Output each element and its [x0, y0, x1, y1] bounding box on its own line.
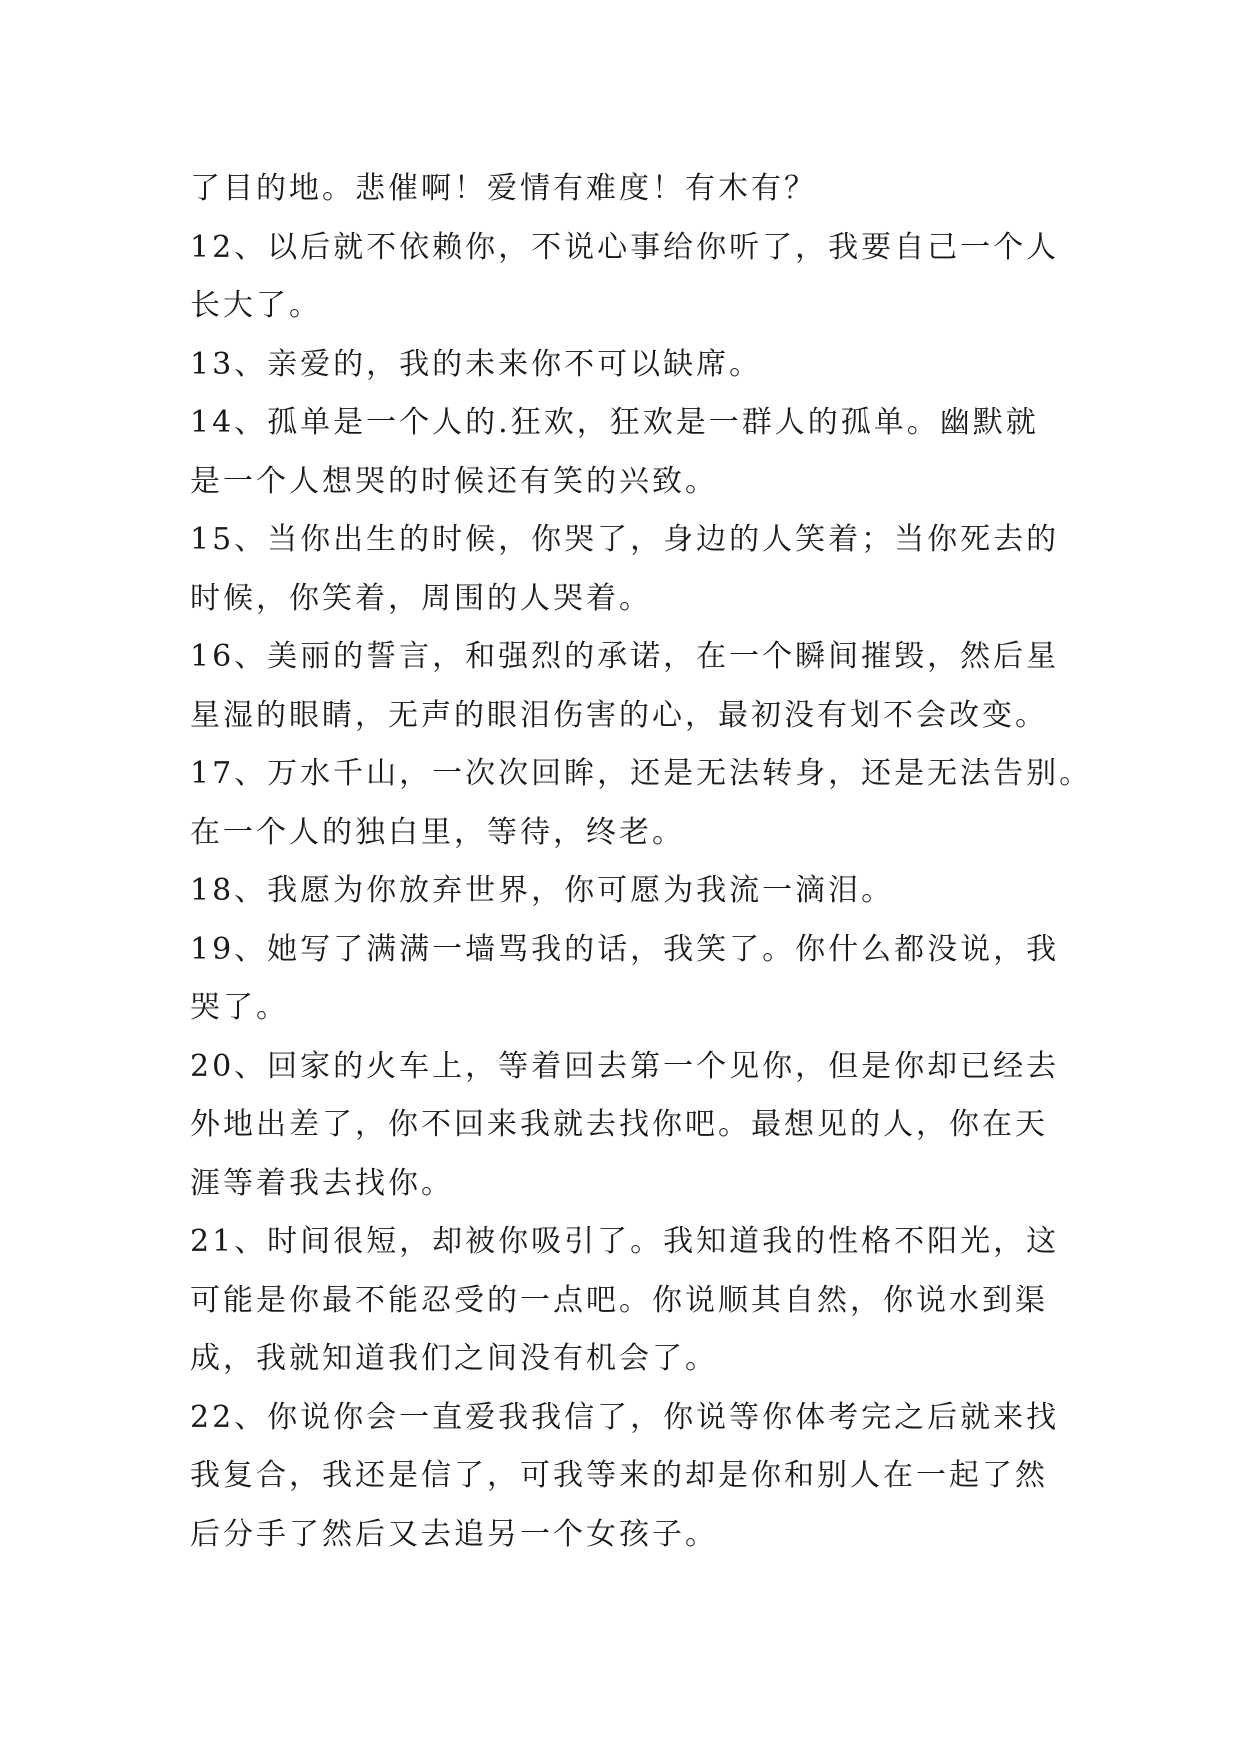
paragraph-continued: [190, 160, 1090, 219]
text-line: 14、孤单是一个人的.狂欢，狂欢是一群人的孤单。幽默就: [190, 405, 1039, 440]
text-line: 长大了。: [190, 288, 322, 323]
text-line: 在一个人的独白里，等待，终老。: [190, 814, 685, 850]
text-line: 成，我就知道我们之间没有机会了。: [190, 1341, 718, 1376]
paragraph-20: [190, 1038, 1090, 1214]
text-line: 星湿的眼睛，无声的眼泪伤害的心，最初没有划不会改变。: [190, 697, 1048, 733]
text-line: 22、你说你会一直爱我我信了，你说等你体考完之后就来找: [190, 1399, 1060, 1435]
text-line: 12、以后就不依赖你，不说心事给你听了，我要自己一个人: [190, 229, 1060, 265]
paragraph-12: [190, 219, 1090, 336]
paragraph-17: [190, 745, 1093, 862]
paragraph-18: [190, 862, 1090, 921]
paragraph-14: [190, 394, 1090, 511]
document-body: [190, 160, 1093, 1564]
text-line: 时候，你笑着，周围的人哭着。: [190, 580, 652, 616]
text-line: 15、当你出生的时候，你哭了，身边的人笑着；当你死去的: [190, 522, 1060, 557]
text-line: 了目的地。悲催啊！爱情有难度！有木有？: [190, 171, 817, 206]
text-line: 后分手了然后又去追另一个女孩子。: [190, 1516, 718, 1552]
text-line: 18、我愿为你放弃世界，你可愿为我流一滴泪。: [190, 873, 895, 908]
paragraph-19: [190, 921, 1090, 1038]
text-line: 是一个人想哭的时候还有笑的兴致。: [190, 463, 718, 499]
text-line: 外地出差了，你不回来我就去找你吧。最想见的人，你在天: [190, 1107, 1048, 1142]
paragraph-13: [190, 336, 1090, 395]
text-line: 21、时间很短，却被你吸引了。我知道我的性格不阳光，这: [190, 1224, 1060, 1259]
paragraph-16: [190, 628, 1090, 745]
text-line: 我复合，我还是信了，可我等来的却是你和别人在一起了然: [190, 1458, 1048, 1493]
text-line: 涯等着我去找你。: [190, 1165, 454, 1201]
text-line: 20、回家的火车上，等着回去第一个见你，但是你却已经去: [190, 1048, 1060, 1084]
text-line: 19、她写了满满一墙骂我的话，我笑了。你什么都没说，我: [190, 931, 1060, 967]
paragraph-21: [190, 1213, 1090, 1389]
text-line: 16、美丽的誓言，和强烈的承诺，在一个瞬间摧毁，然后星: [190, 639, 1060, 674]
text-line: 13、亲爱的，我的未来你不可以缺席。: [190, 346, 763, 382]
paragraph-22: [190, 1389, 1090, 1565]
text-line: 可能是你最不能忍受的一点吧。你说顺其自然，你说水到渠: [190, 1282, 1048, 1318]
paragraph-15: [190, 511, 1090, 628]
text-line: 哭了。: [190, 990, 289, 1025]
text-line: 17、万水千山，一次次回眸，还是无法转身，还是无法告别。: [190, 756, 1093, 791]
